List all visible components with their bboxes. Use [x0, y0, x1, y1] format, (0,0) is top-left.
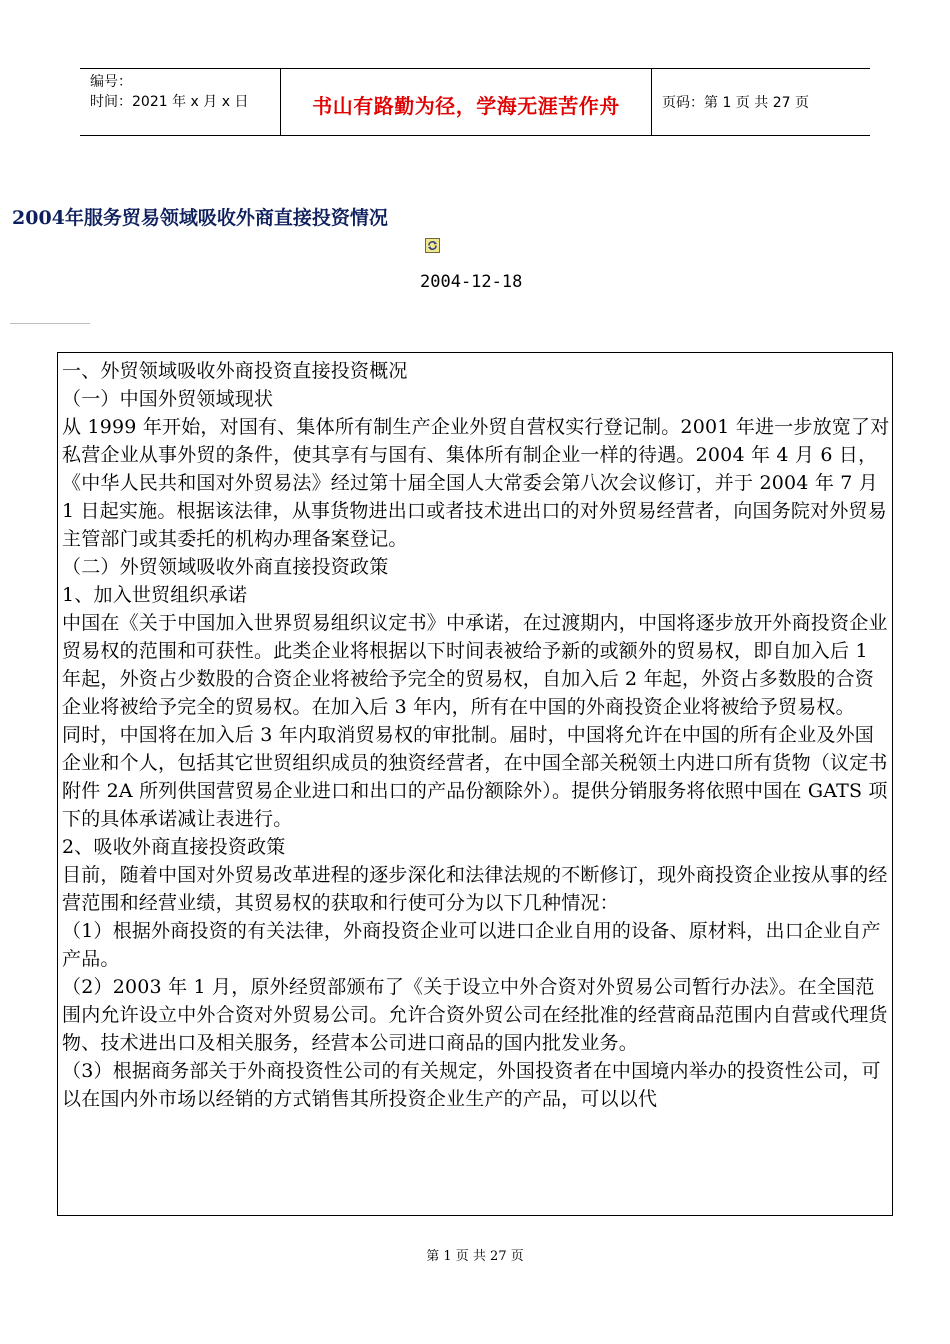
paragraph: 同时，中国将在加入后 3 年内取消贸易权的审批制。届时，中国将允许在中国的所有企业及外国企业和个人，包括其它世贸组织成员的独资经营者，在中国全部关税领土内进口所有货物（议定书附件 2A 所列供国营贸易企业进口和出口的产品份额除外）。提供分销服务将依照中国在 GATS 项下的具体承诺减让表进行。	[62, 724, 888, 830]
header-table	[80, 68, 870, 136]
item-heading: 1、加入世贸组织承诺	[62, 584, 248, 606]
content-box	[57, 352, 893, 1216]
refresh-document-icon[interactable]	[425, 238, 440, 253]
paragraph: （1）根据外商投资的有关法律，外商投资企业可以进口企业自用的设备、原材料，出口企业自产产品。	[62, 920, 881, 970]
page-footer: 第 1 页 共 27 页	[426, 1249, 524, 1264]
paragraph: 中国在《关于中国加入世界贸易组织议定书》中承诺，在过渡期内，中国将逐步放开外商投资企业贸易权的范围和可获性。此类企业将根据以下时间表被给予新的或额外的贸易权，即自加入后 1 年起，外资占少数股的合资企业将被给予完全的贸易权，自加入后 2 年起，外资占多数股的合资企业将被给予完全的贸易权。在加入后 3 年内，所有在中国的外商投资企业将被给予贸易权。	[62, 612, 888, 718]
paragraph: （3）根据商务部关于外商投资性公司的有关规定，外国投资者在中国境内举办的投资性公司，可以在国内外市场以经销的方式销售其所投资企业生产的产品，可以以代	[62, 1060, 881, 1110]
paragraph: （2）2003 年 1 月，原外经贸部颁布了《关于设立中外合资对外贸易公司暂行办法》。在全国范围内允许设立中外合资对外贸易公司。允许合资外贸公司在经批准的经营商品范围内自营或代理货物、技术进出口及相关服务，经营本公司进口商品的国内批发业务。	[62, 976, 888, 1054]
item-heading: 2、吸收外商直接投资政策	[62, 836, 286, 858]
code-label: 编号：	[90, 74, 132, 90]
section-heading: 一、外贸领域吸收外商投资直接投资概况	[62, 360, 408, 382]
header-motto: 书山有路勤为径，学海无涯苦作舟	[281, 69, 652, 135]
document-date: 2004-12-18	[420, 272, 523, 292]
paragraph: 目前，随着中国对外贸易改革进程的逐步深化和法律法规的不断修订，现外商投资企业按从事的经营范围和经营业绩，其贸易权的获取和行使可分为以下几种情况：	[62, 864, 888, 914]
header-page-label: 页码：第 1 页 共 27 页	[662, 95, 809, 111]
header-meta	[80, 69, 281, 135]
time-label: 时间：2021 年 x 月 x 日	[90, 94, 249, 110]
subsection-heading: （一）中国外贸领域现状	[62, 388, 274, 410]
divider	[10, 323, 90, 324]
document-title: 2004年服务贸易领域吸收外商直接投资情况	[12, 207, 388, 229]
subsection-heading: （二）外贸领域吸收外商直接投资政策	[62, 556, 389, 578]
paragraph: 从 1999 年开始，对国有、集体所有制生产企业外贸自营权实行登记制。2001 年进一步放宽了对私营企业从事外贸的条件，使其享有与国有、集体所有制企业一样的待遇。2004 年 4 月 6 日，《中华人民共和国对外贸易法》经过第十届全国人大常委会第八次会议修订，并于 2004 年 7 月 1 日起实施。根据该法律，从事货物进出口或者技术进出口的对外贸易经营者，向国务院对外贸易主管部门或其委托的机构办理备案登记。	[62, 416, 890, 550]
